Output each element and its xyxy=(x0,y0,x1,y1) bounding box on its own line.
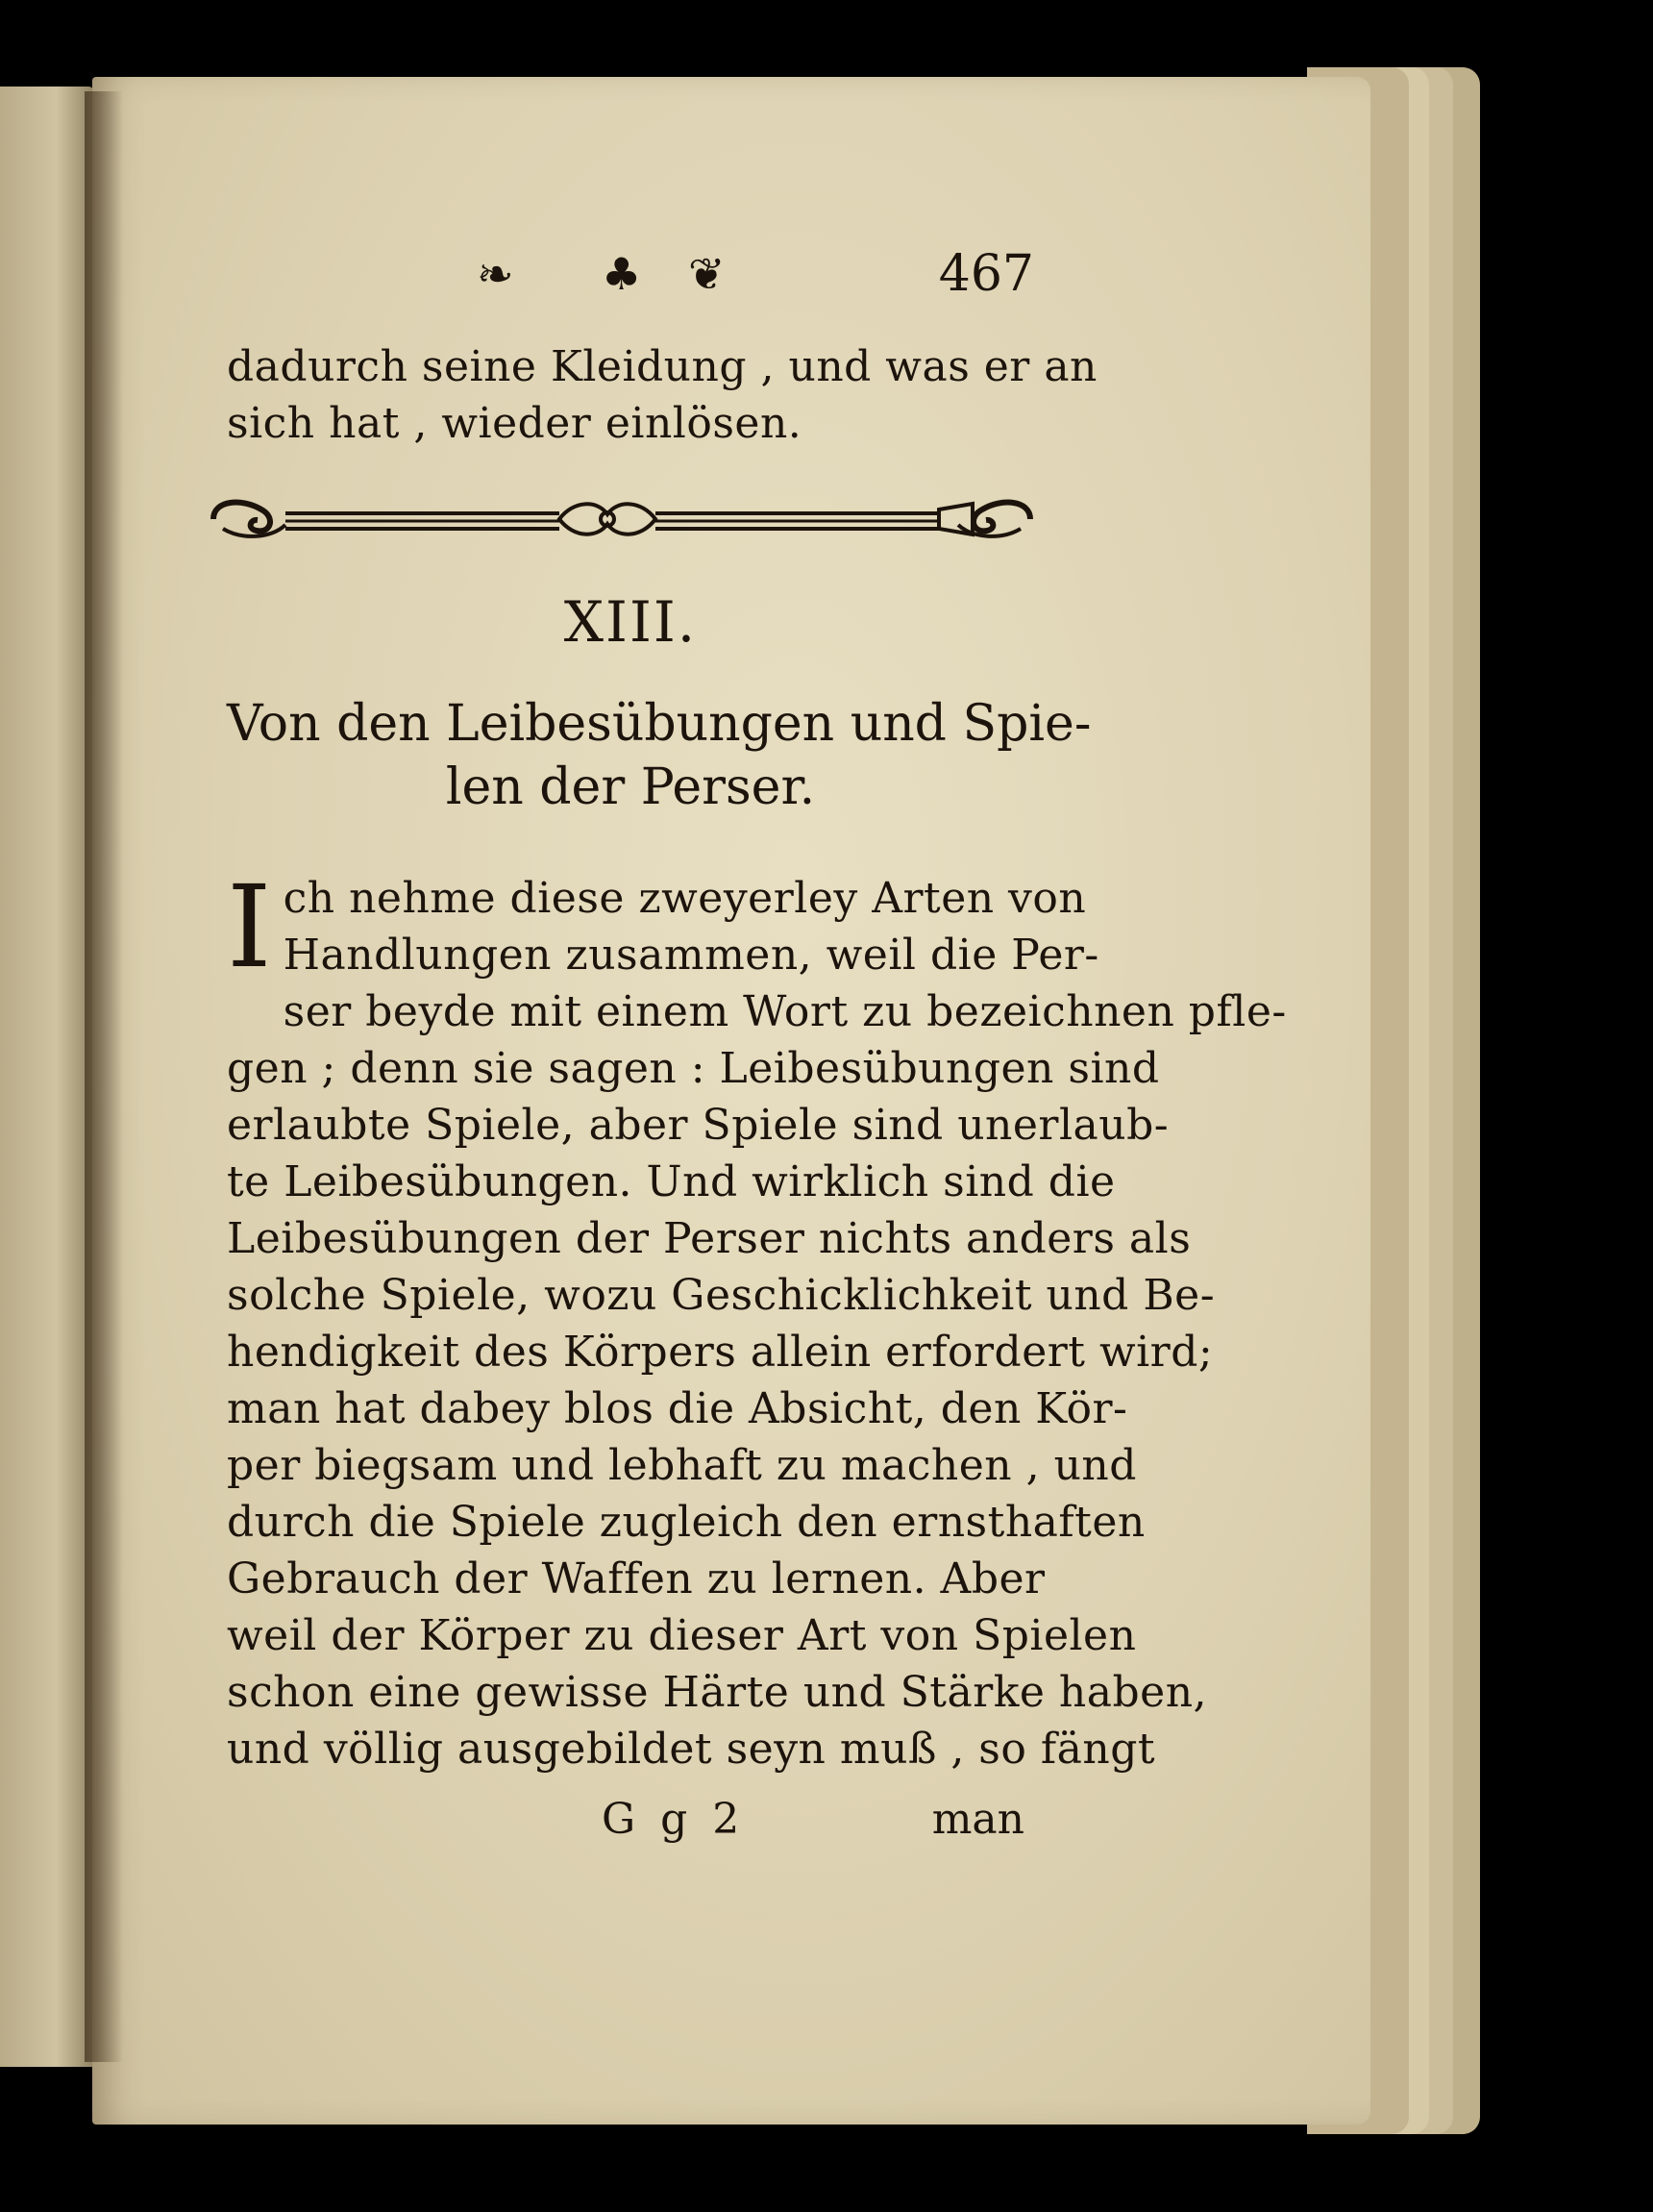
text-line: Gebrauch der Waffen zu lernen. Aber xyxy=(227,1554,1046,1603)
facing-page xyxy=(0,87,94,2067)
chapter-title-line: Von den Leibesübungen und Spie- xyxy=(227,695,1092,753)
text-line: ch nehme diese zweyerley Arten von xyxy=(283,874,1087,923)
text-line: Handlungen zusammen, weil die Per- xyxy=(283,931,1099,980)
text-line: per biegsam und lebhaft zu machen , und xyxy=(227,1441,1137,1490)
text-line: te Leibesübungen. Und wirklich sind die xyxy=(227,1157,1116,1206)
drop-cap: I xyxy=(227,860,272,993)
continuation-text xyxy=(227,338,1098,452)
text-line: und völlig ausgebildet seyn muß , so fängt xyxy=(227,1725,1156,1774)
text-line: Leibesübungen der Perser nichts anders als xyxy=(227,1214,1192,1263)
page-footer xyxy=(227,1791,1034,1849)
text-line: man hat dabey blos die Absicht, den Kör- xyxy=(227,1384,1128,1433)
chapter-title-line: len der Perser. xyxy=(445,758,816,816)
page-number: 467 xyxy=(938,245,1034,303)
signature-mark: G g 2 xyxy=(602,1795,746,1844)
text-line: erlaubte Spiele, aber Spiele sind unerlaub- xyxy=(227,1101,1170,1150)
catchword: man xyxy=(931,1795,1024,1844)
chapter-number: XIII. xyxy=(563,589,698,655)
text-line: solche Spiele, wozu Geschicklichkeit und Be- xyxy=(227,1271,1216,1320)
text-line: dadurch seine Kleidung , und was er an xyxy=(227,342,1098,391)
gutter-shadow xyxy=(85,91,123,2062)
text-line: hendigkeit des Körpers allein erfordert wird; xyxy=(227,1328,1214,1377)
text-line: durch die Spiele zugleich den ernsthaften xyxy=(227,1498,1146,1547)
text-line: ser beyde mit einem Wort zu bezeichnen pfle- xyxy=(283,987,1287,1036)
text-line: weil der Körper zu dieser Art von Spielen xyxy=(227,1611,1137,1660)
leaf-ornament-icon: ❧ xyxy=(477,248,514,300)
text-line: sich hat , wieder einlösen. xyxy=(227,399,802,448)
leaf-ornament-icon: ❦ xyxy=(688,248,726,300)
body-text xyxy=(227,860,1287,1777)
fleuron-ornament-icon: ♣ xyxy=(602,248,642,300)
ornamental-rule-icon xyxy=(204,490,1040,548)
text-line: gen ; denn sie sagen : Leibesübungen sind xyxy=(227,1044,1160,1093)
text-line: schon eine gewisse Härte und Stärke haben, xyxy=(227,1668,1208,1717)
chapter-title xyxy=(227,692,1092,819)
running-header xyxy=(227,240,1034,308)
